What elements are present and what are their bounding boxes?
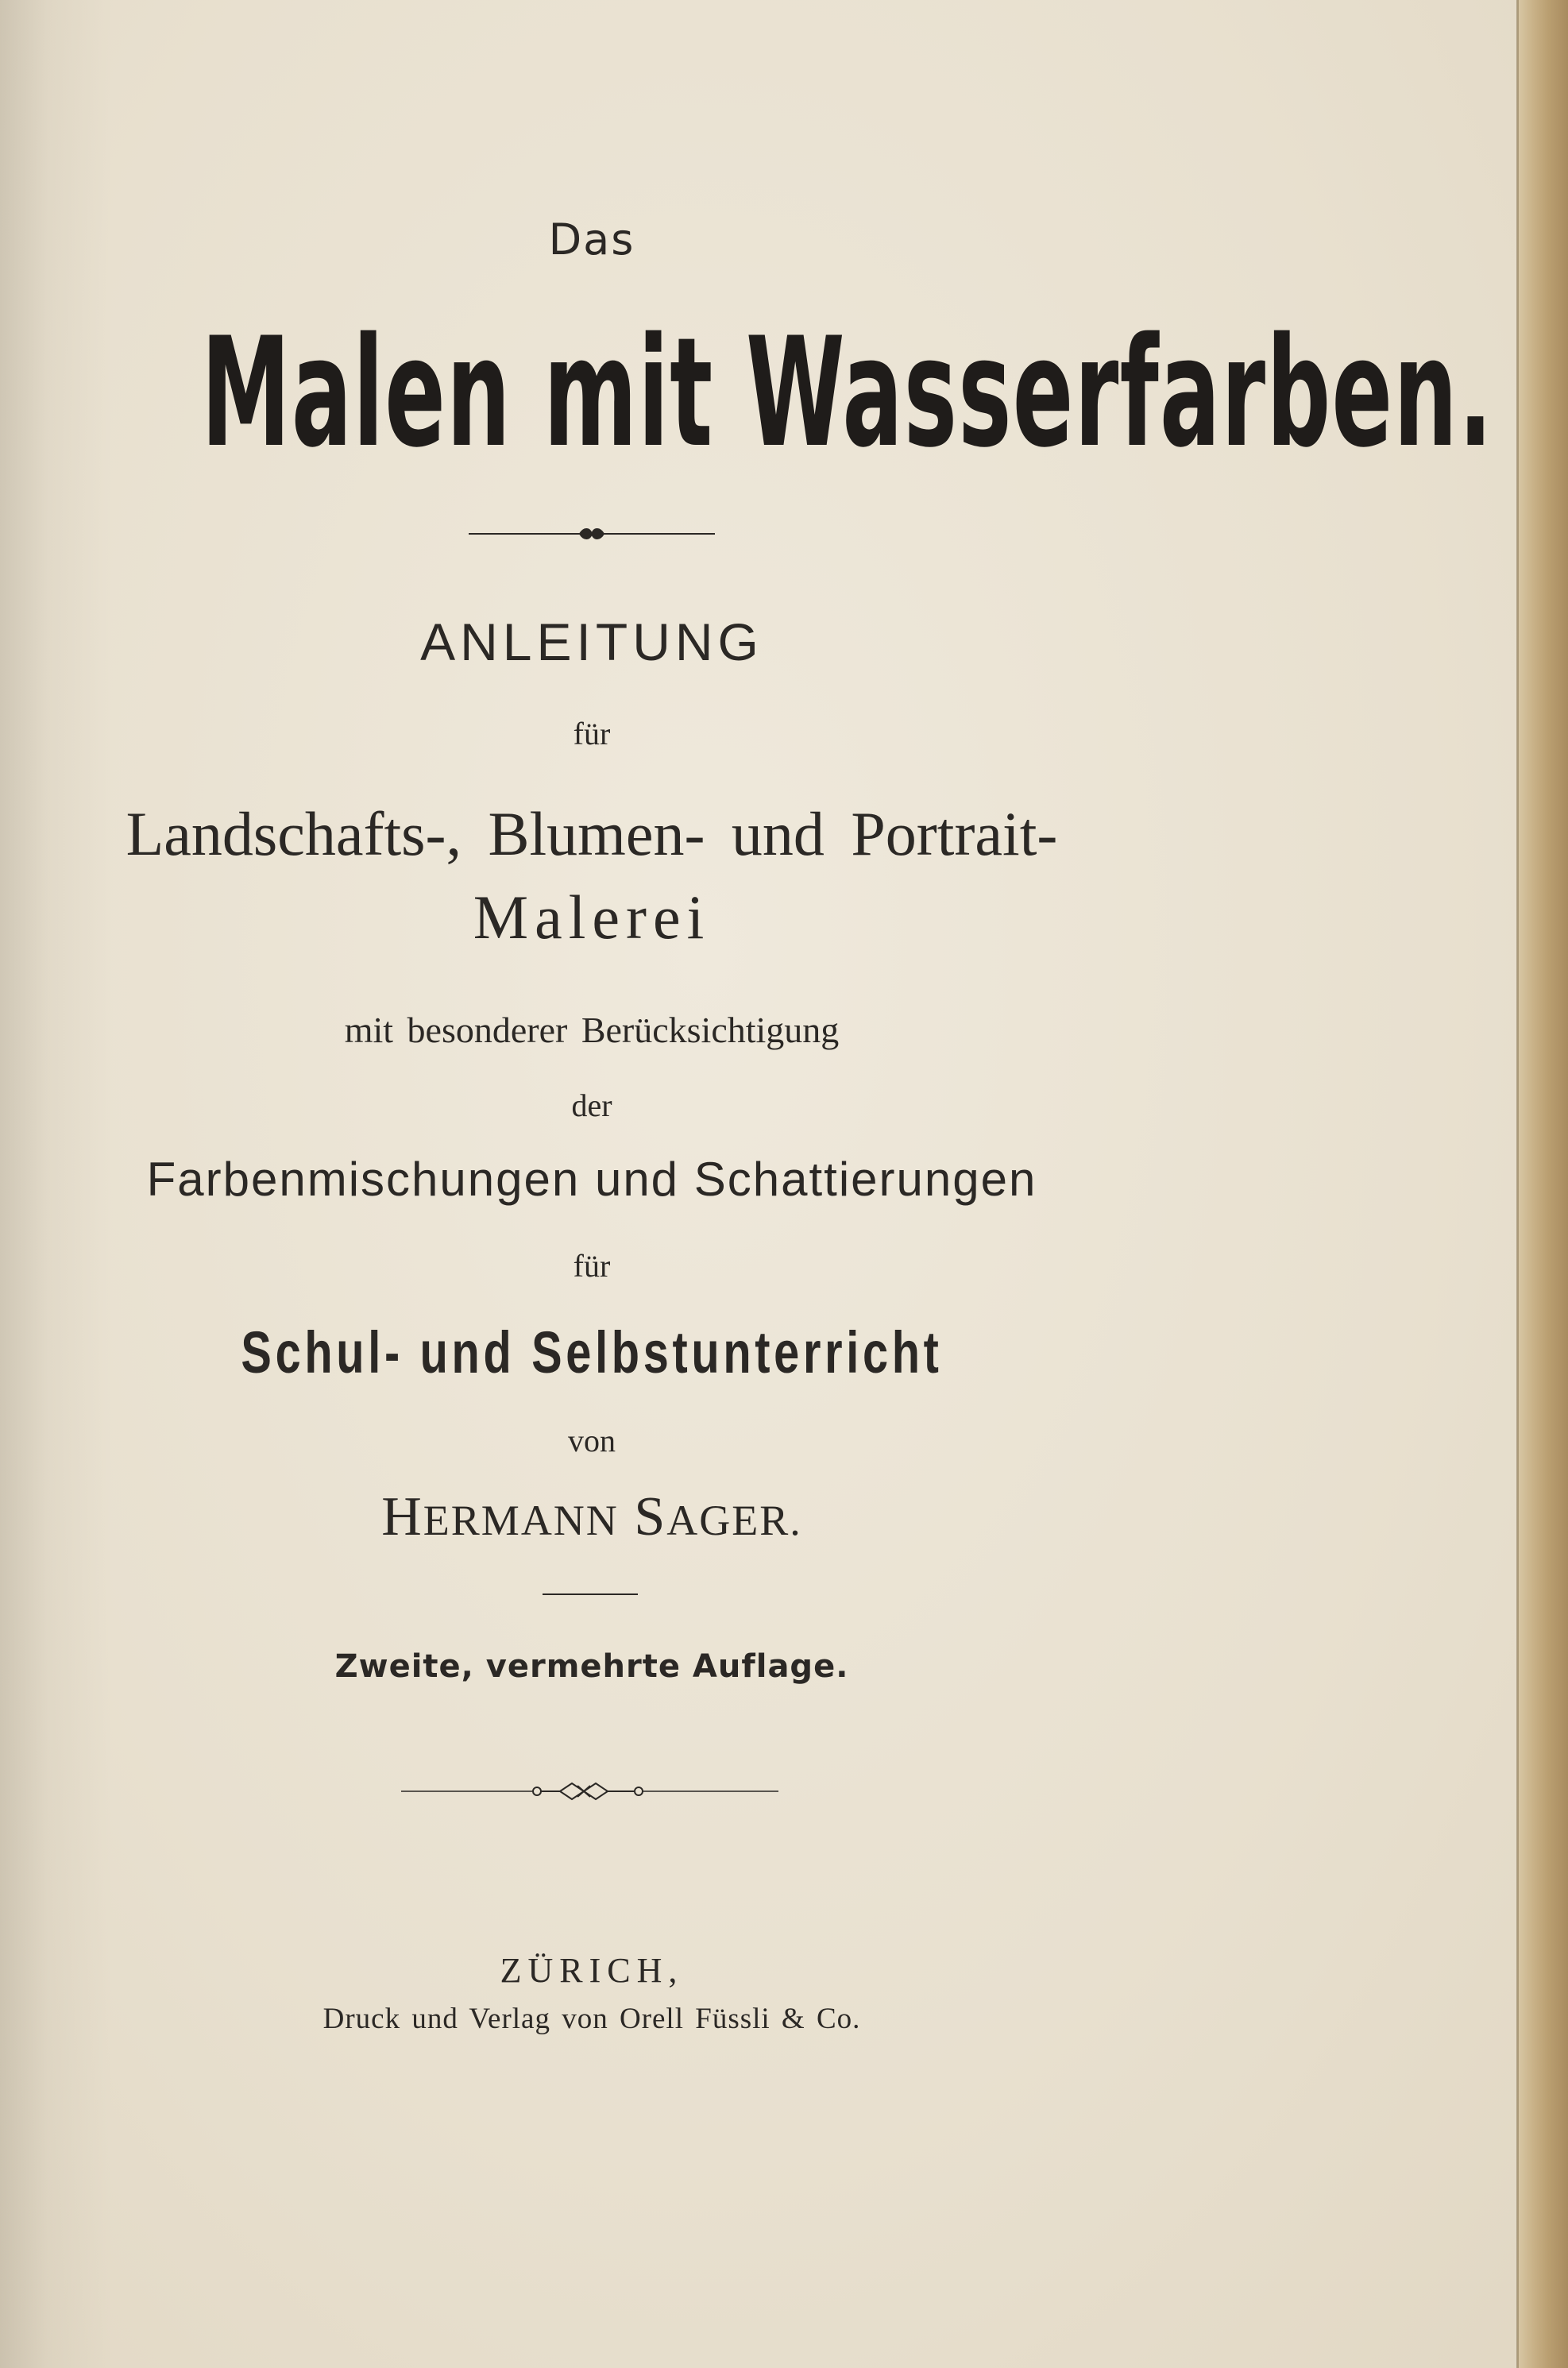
author-last-rest: AGER. [666,1497,802,1544]
author-first-initial: H [381,1486,423,1547]
ornament-divider-top [469,524,715,543]
consideration-line: mit besonderer Berücksichtigung [344,1010,840,1050]
edition-line: Zweite, vermehrte Auflage. [334,1648,849,1685]
subjects-line-1: Landschafts-, Blumen- und Portrait- [126,799,1058,868]
topic-line: Farbenmischungen und Schattierungen [146,1153,1037,1206]
word-fur: für [573,716,611,751]
publication-city: ZÜRICH, [500,1951,684,1990]
ornament-divider-bottom [401,1779,778,1803]
word-der: der [571,1087,612,1123]
pretitle: Das [548,214,635,265]
author-last-initial: S [634,1486,667,1547]
author-name [0,1485,1184,1549]
word-fur-2: für [573,1248,611,1284]
page-edge [1517,0,1568,2368]
main-title: Malen mit Wasserfarben. [201,305,1494,481]
author-first-rest: ERMANN [423,1497,619,1544]
subtitle-heading: ANLEITUNG [420,612,763,671]
short-rule [543,1593,638,1596]
subjects-line-2: Malerei [473,883,711,952]
publisher-line: Druck und Verlag von Orell Füssli & Co. [322,2003,861,2035]
audience-line: Schul- und Selbstunterricht [241,1319,943,1385]
word-von: von [568,1423,616,1458]
page-edge-line [1516,0,1519,2368]
